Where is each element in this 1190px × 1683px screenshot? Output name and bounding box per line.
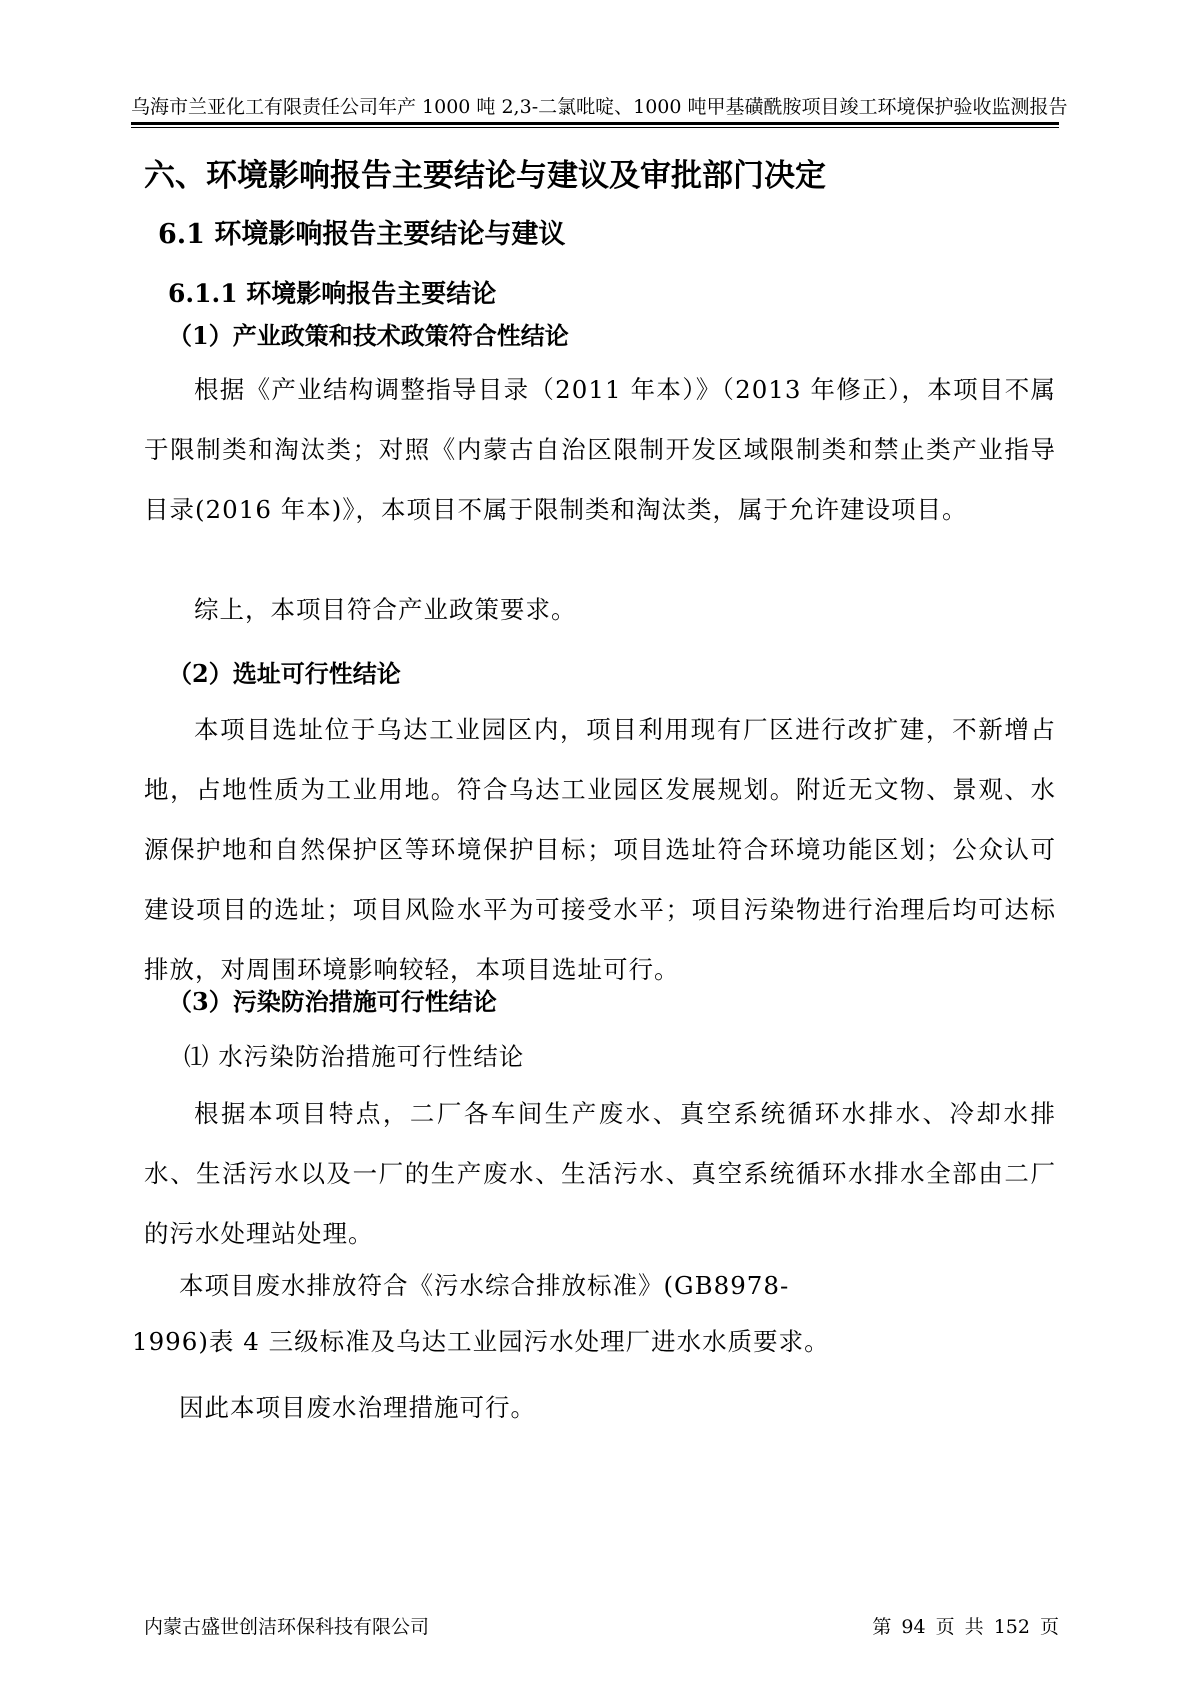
- paragraph-site-selection: 本项目选址位于乌达工业园区内，项目利用现有厂区进行改扩建，不新增占地，占地性质为工业用地。符合乌达工业园区发展规划。附近无文物、景观、水源保护地和自然保护区等环境保护目标；项目选址符合环境功能区划；公众认可建设项目的选址；项目风险水平为可接受水平；项目污染物进行治理后均可达标排放，对周围环境影响较轻，本项目选址可行。: [144, 715, 1056, 984]
- footer-company: 内蒙古盛世创洁环保科技有限公司: [144, 1616, 430, 1638]
- paragraph-standard-line-2: 1996)表 4 三级标准及乌达工业园污水处理厂进水水质要求。: [132, 1327, 830, 1356]
- header-rule: [131, 122, 1059, 125]
- heading-water-pollution: ⑴ 水污染防治措施可行性结论: [184, 1042, 525, 1071]
- subsection-heading: 6.1.1 环境影响报告主要结论: [168, 279, 497, 308]
- paragraph-policy-summary: 综上，本项目符合产业政策要求。: [194, 595, 577, 624]
- paragraph-industrial-policy: 根据《产业结构调整指导目录（2011 年本）》（2013 年修正），本项目不属于限制类和淘汰类；对照《内蒙古自治区限制开发区域限制类和禁止类产业指导目录(2016 年本)》，本项目不属于限制类和淘汰类，属于允许建设项目。: [144, 375, 1056, 524]
- heading-site-selection: （2）选址可行性结论: [168, 659, 401, 688]
- heading-pollution-control: （3）污染防治措施可行性结论: [168, 987, 497, 1016]
- chapter-heading: 六、环境影响报告主要结论与建议及审批部门决定: [144, 158, 826, 194]
- section-heading: 6.1 环境影响报告主要结论与建议: [158, 219, 566, 250]
- paragraph-wastewater-sources: 根据本项目特点，二厂各车间生产废水、真空系统循环水排水、冷却水排水、生活污水以及一厂的生产废水、生活污水、真空系统循环水排水全部由二厂的污水处理站处理。: [144, 1099, 1056, 1248]
- footer-page-number: 第 94 页 共 152 页: [872, 1616, 1059, 1638]
- heading-industrial-policy: （1）产业政策和技术政策符合性结论: [168, 321, 569, 350]
- paragraph-wastewater-conclusion: 因此本项目废水治理措施可行。: [179, 1393, 536, 1422]
- header-rule-thin: [131, 127, 1059, 128]
- header-title: 乌海市兰亚化工有限责任公司年产 1000 吨 2,3-二氯吡啶、1000 吨甲基磺酰胺项目竣工环境保护验收监测报告: [131, 96, 1068, 118]
- paragraph-standard-line-1: 本项目废水排放符合《污水综合排放标准》(GB8978-: [179, 1271, 790, 1300]
